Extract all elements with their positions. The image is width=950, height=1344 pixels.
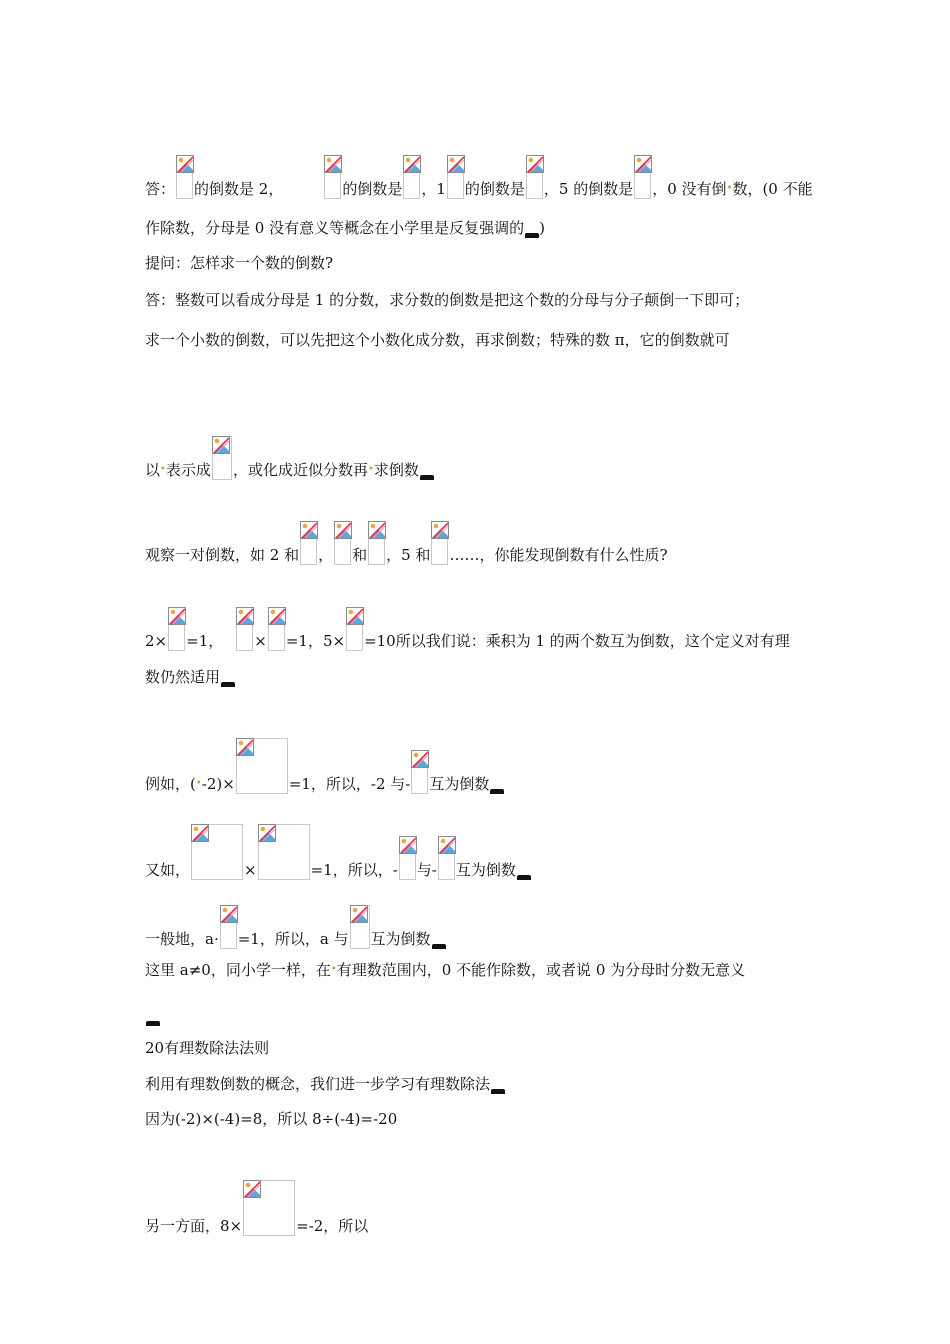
text-span: 和 bbox=[352, 546, 368, 564]
text-span: 求倒数 bbox=[373, 461, 419, 479]
broken-image-icon bbox=[324, 155, 342, 173]
text-span: ……，你能发现倒数有什么性质? bbox=[449, 546, 668, 564]
text-line-12 bbox=[145, 905, 446, 949]
text-span: ，5 的倒数是 bbox=[543, 180, 634, 198]
image-placeholder[interactable] bbox=[212, 436, 232, 480]
text-span: 这里 a≠0，同小学一样，在 bbox=[145, 961, 331, 979]
broken-image-icon bbox=[212, 436, 230, 454]
broken-image-icon bbox=[176, 155, 194, 173]
text-span: 又如， bbox=[145, 861, 191, 879]
broken-image-icon bbox=[411, 750, 429, 768]
text-span: 20有理数除法法则 bbox=[145, 1039, 270, 1057]
text-span: =1， bbox=[186, 632, 224, 650]
broken-image-icon bbox=[243, 1180, 261, 1198]
text-span: × bbox=[254, 632, 267, 650]
paragraph-mark-icon bbox=[490, 789, 504, 794]
text-span: 与- bbox=[416, 861, 437, 879]
broken-image-icon bbox=[300, 521, 318, 539]
image-placeholder[interactable] bbox=[634, 155, 651, 199]
text-line-2 bbox=[145, 218, 545, 238]
text-line-1 bbox=[145, 155, 813, 199]
paragraph-mark-icon bbox=[517, 875, 531, 880]
text-span: ，或化成近似分数再 bbox=[232, 461, 368, 479]
paragraph-mark-icon bbox=[420, 475, 434, 480]
image-placeholder[interactable] bbox=[300, 521, 317, 565]
image-placeholder[interactable] bbox=[447, 155, 464, 199]
text-span: ) bbox=[539, 219, 545, 237]
image-placeholder[interactable] bbox=[220, 905, 237, 949]
text-line-9 bbox=[145, 667, 235, 687]
broken-image-icon bbox=[399, 836, 417, 854]
text-line-18 bbox=[145, 1180, 368, 1236]
image-placeholder[interactable] bbox=[236, 607, 253, 651]
text-span: ，0 没有倒 bbox=[652, 180, 727, 198]
image-placeholder[interactable] bbox=[431, 521, 448, 565]
section-heading bbox=[145, 1038, 269, 1058]
text-line-6 bbox=[145, 436, 434, 480]
image-placeholder[interactable] bbox=[403, 155, 420, 199]
broken-image-icon bbox=[526, 155, 544, 173]
text-span: 的倒数是 bbox=[342, 180, 403, 198]
image-placeholder[interactable] bbox=[399, 836, 416, 880]
anchor-dot: • bbox=[726, 183, 733, 194]
text-span: =-2，所以 bbox=[296, 1217, 369, 1235]
text-span: =1，所以，a 与 bbox=[237, 930, 349, 948]
broken-image-icon bbox=[431, 521, 449, 539]
image-placeholder[interactable] bbox=[334, 521, 351, 565]
text-span: 互为倒数 bbox=[429, 775, 490, 793]
broken-image-icon bbox=[403, 155, 421, 173]
text-span: 答： bbox=[145, 180, 176, 198]
paragraph-mark-icon bbox=[525, 233, 539, 238]
text-span: 互为倒数 bbox=[455, 861, 516, 879]
text-line-16 bbox=[145, 1074, 505, 1094]
broken-image-icon bbox=[220, 905, 238, 923]
text-span: =10所以我们说：乘积为 1 的两个数互为倒数，这个定义对有理 bbox=[364, 632, 790, 650]
text-span: -2)× bbox=[201, 775, 235, 793]
broken-image-icon bbox=[236, 607, 254, 625]
paragraph-mark-icon bbox=[432, 944, 446, 949]
broken-image-icon bbox=[634, 155, 652, 173]
image-placeholder[interactable] bbox=[191, 824, 243, 880]
text-line-3 bbox=[145, 253, 333, 273]
text-span: 互为倒数 bbox=[370, 930, 431, 948]
text-span: 数，(0 不能 bbox=[732, 180, 813, 198]
paragraph-mark-icon bbox=[221, 682, 235, 687]
text-span: 答：整数可以看成分母是 1 的分数，求分数的倒数是把这个数的分母与分子颠倒一下即可； bbox=[145, 291, 750, 309]
broken-image-icon bbox=[168, 607, 186, 625]
broken-image-icon bbox=[350, 905, 368, 923]
broken-image-icon bbox=[438, 836, 456, 854]
paragraph-mark-icon bbox=[146, 1021, 160, 1026]
image-placeholder[interactable] bbox=[176, 155, 193, 199]
image-placeholder[interactable] bbox=[258, 824, 310, 880]
image-placeholder[interactable] bbox=[526, 155, 543, 199]
image-placeholder[interactable] bbox=[411, 750, 428, 794]
anchor-dot: • bbox=[160, 464, 166, 475]
image-placeholder[interactable] bbox=[268, 607, 285, 651]
text-span: 2× bbox=[145, 632, 168, 650]
broken-image-icon bbox=[447, 155, 465, 173]
image-placeholder[interactable] bbox=[346, 607, 363, 651]
image-placeholder[interactable] bbox=[368, 521, 385, 565]
text-span: ， bbox=[318, 546, 334, 564]
text-span: 有理数范围内，0 不能作除数，或者说 0 为分母时分数无意义 bbox=[336, 961, 746, 979]
text-line-5 bbox=[145, 330, 730, 350]
text-span: 一般地，a· bbox=[145, 930, 219, 948]
text-span: 提问：怎样求一个数的倒数? bbox=[145, 254, 334, 272]
broken-image-icon bbox=[268, 607, 286, 625]
image-placeholder[interactable] bbox=[324, 155, 341, 199]
text-span: 的倒数是 2， bbox=[194, 180, 284, 198]
text-span: 利用有理数倒数的概念，我们进一步学习有理数除法 bbox=[145, 1075, 491, 1093]
text-line-10 bbox=[145, 738, 504, 794]
text-line-17 bbox=[145, 1109, 397, 1129]
text-line-7 bbox=[145, 521, 667, 565]
text-span: 观察一对倒数，如 2 和 bbox=[145, 546, 300, 564]
anchor-dot: • bbox=[367, 464, 374, 475]
text-span: × bbox=[244, 861, 257, 879]
text-span: 另一方面，8× bbox=[145, 1217, 243, 1235]
text-line-4 bbox=[145, 290, 749, 310]
text-span: ，1 bbox=[421, 180, 446, 198]
text-span: 作除数，分母是 0 没有意义等概念在小学里是反复强调的 bbox=[145, 219, 525, 237]
paragraph-mark-icon bbox=[491, 1089, 505, 1094]
broken-image-icon bbox=[334, 521, 352, 539]
image-placeholder[interactable] bbox=[350, 905, 370, 949]
image-placeholder[interactable] bbox=[168, 607, 185, 651]
text-span: 求一个小数的倒数，可以先把这个小数化成分数，再求倒数；特殊的数 π，它的倒数就可 bbox=[145, 331, 730, 349]
image-placeholder[interactable] bbox=[438, 836, 455, 880]
text-span: 例如，( bbox=[145, 775, 196, 793]
text-line-13 bbox=[145, 960, 745, 980]
image-placeholder[interactable] bbox=[236, 738, 288, 794]
broken-image-icon bbox=[258, 824, 276, 842]
broken-image-icon bbox=[346, 607, 364, 625]
text-span: 以 bbox=[145, 461, 161, 479]
image-placeholder[interactable] bbox=[243, 1180, 295, 1236]
anchor-dot: • bbox=[330, 964, 337, 975]
text-span: =1，5× bbox=[285, 632, 346, 650]
text-span: 数仍然适用 bbox=[145, 668, 221, 686]
text-span: =1，所以，- bbox=[310, 861, 398, 879]
text-span: 的倒数是 bbox=[464, 180, 525, 198]
broken-image-icon bbox=[236, 738, 254, 756]
text-line-8 bbox=[145, 607, 790, 651]
text-span: ，5 和 bbox=[386, 546, 431, 564]
broken-image-icon bbox=[191, 824, 209, 842]
text-line-11 bbox=[145, 824, 531, 880]
text-line-14 bbox=[145, 1006, 160, 1026]
broken-image-icon bbox=[368, 521, 386, 539]
anchor-dot: • bbox=[195, 778, 202, 789]
text-span: 表示成 bbox=[165, 461, 211, 479]
text-span: =1，所以，-2 与- bbox=[288, 775, 411, 793]
text-span: 因为(-2)×(-4)=8，所以 8÷(-4)=-20 bbox=[145, 1110, 398, 1128]
